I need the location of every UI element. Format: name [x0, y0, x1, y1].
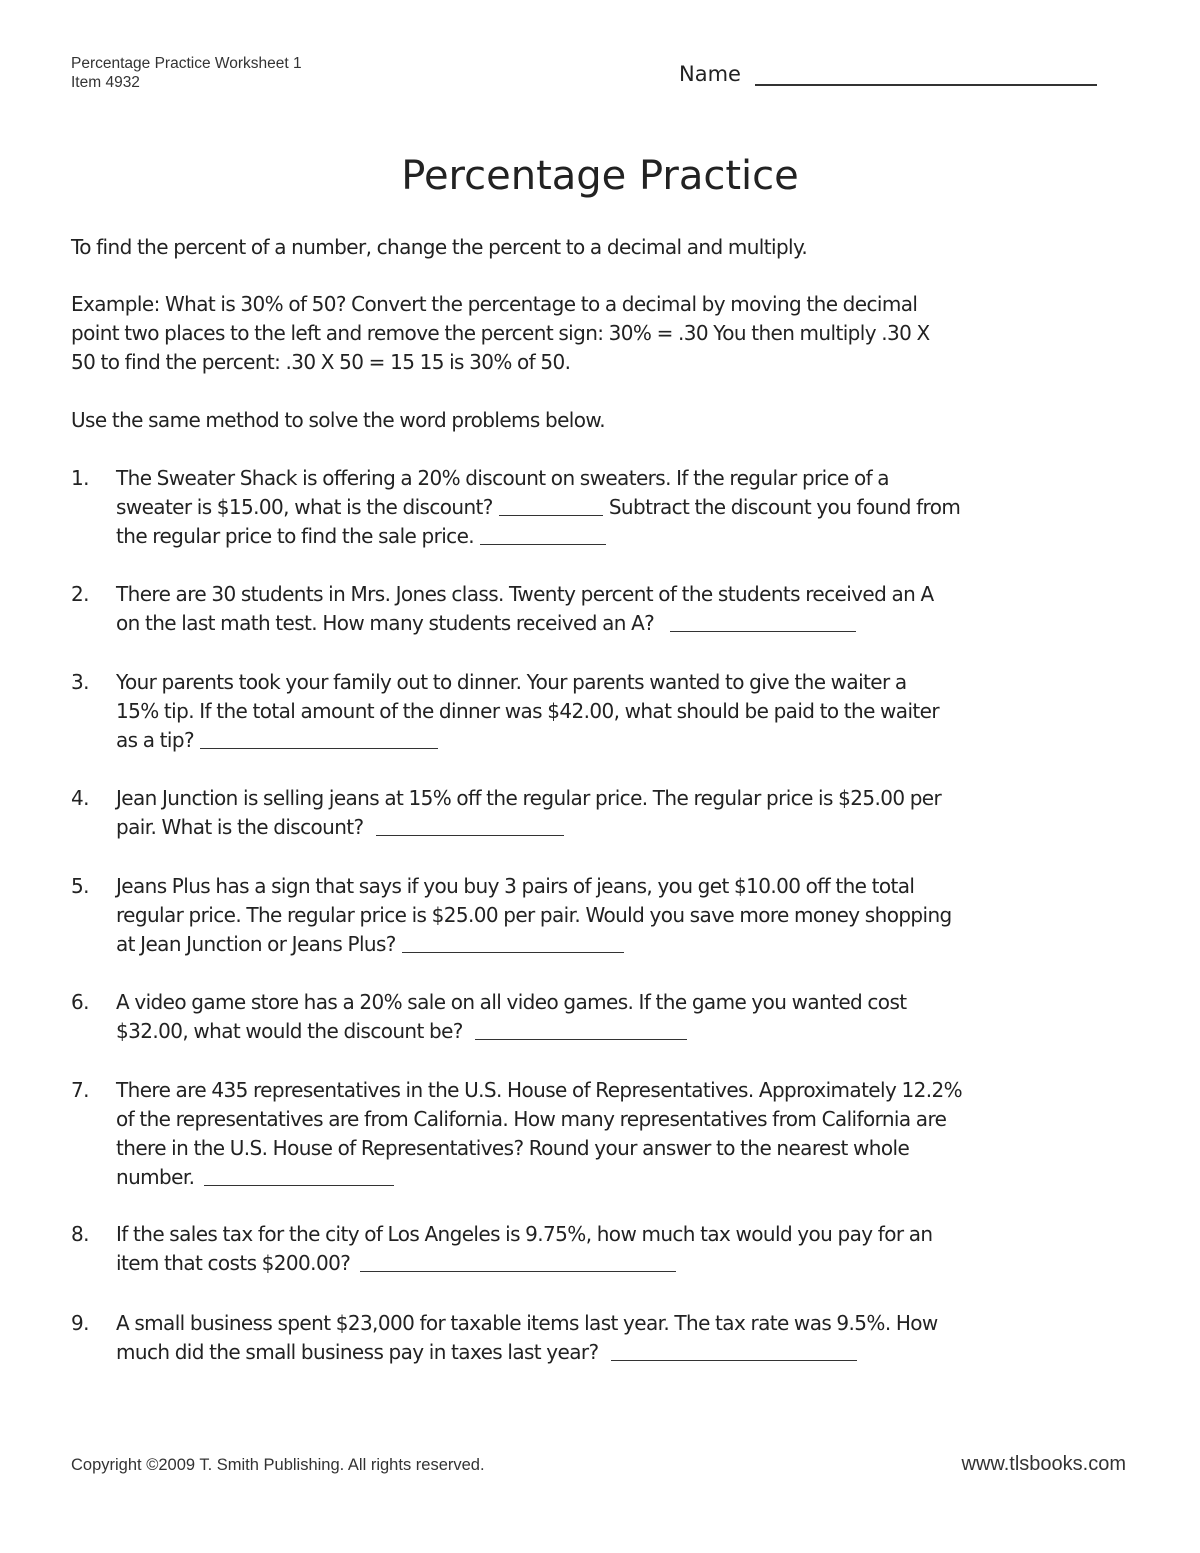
- worksheet-meta: [71, 54, 302, 92]
- problem-text: [116, 1309, 1131, 1367]
- example-line: point two places to the left and remove the percent sign: 30% = .30 You then multiply .30 X: [71, 321, 930, 345]
- answer-blank-sale-price[interactable]: [480, 543, 606, 545]
- example-line: Example: What is 30% of 50? Convert the percentage to a decimal by moving the decimal: [71, 292, 918, 316]
- problem-2: [71, 580, 1131, 638]
- problem-number: 2.: [71, 582, 89, 606]
- problem-7: [71, 1076, 1131, 1192]
- problem-number: 6.: [71, 990, 89, 1014]
- problem-number: 5.: [71, 874, 89, 898]
- item-number: Item 4932: [71, 74, 140, 91]
- problem-line: Jeans Plus has a sign that says if you buy 3 pairs of jeans, you get $10.00 off the total: [116, 874, 915, 898]
- problem-5: [71, 872, 1131, 959]
- worksheet-title-small: Percentage Practice Worksheet 1: [71, 55, 302, 72]
- name-label: Name: [679, 62, 741, 86]
- problem-3: [71, 668, 1131, 755]
- problem-line: A small business spent $23,000 for taxable items last year. The tax rate was 9.5%. How: [116, 1311, 938, 1335]
- problem-8: [71, 1220, 1131, 1278]
- problem-line: If the sales tax for the city of Los Angeles is 9.75%, how much tax would you pay for an: [116, 1222, 933, 1246]
- answer-blank[interactable]: [670, 630, 856, 632]
- problem-text: [116, 464, 1131, 551]
- problem-6: [71, 988, 1131, 1046]
- problem-line: Jean Junction is selling jeans at 15% off the regular price. The regular price is $25.00 per: [116, 786, 942, 810]
- problem-line: item that costs $200.00?: [116, 1249, 1131, 1278]
- problem-line: A video game store has a 20% sale on all video games. If the game you wanted cost: [116, 990, 907, 1014]
- problem-number: 3.: [71, 670, 89, 694]
- copyright-notice: Copyright ©2009 T. Smith Publishing. All rights reserved.: [71, 1456, 485, 1474]
- website-link[interactable]: www.tlsbooks.com: [961, 1453, 1126, 1475]
- problem-line: there in the U.S. House of Representatives? Round your answer to the nearest whole: [116, 1136, 910, 1160]
- answer-blank[interactable]: [204, 1184, 394, 1186]
- answer-blank[interactable]: [360, 1270, 676, 1272]
- intro-text: To find the percent of a number, change the percent to a decimal and multiply.: [71, 235, 808, 259]
- answer-blank[interactable]: [611, 1359, 857, 1361]
- page-title: Percentage Practice: [401, 153, 799, 199]
- problem-4: [71, 784, 1131, 842]
- problem-line: much did the small business pay in taxes last year?: [116, 1338, 1131, 1367]
- problem-text: [116, 668, 1131, 755]
- problem-line: the regular price to find the sale price.: [116, 522, 1131, 551]
- problem-line: number.: [116, 1163, 1131, 1192]
- problem-text: [116, 580, 1131, 638]
- problem-line: The Sweater Shack is offering a 20% discount on sweaters. If the regular price of a: [116, 466, 889, 490]
- example-paragraph: [71, 290, 1131, 377]
- problem-line: as a tip?: [116, 726, 1131, 755]
- name-blank-line[interactable]: [755, 84, 1097, 86]
- problem-number: 4.: [71, 786, 89, 810]
- problem-line: 15% tip. If the total amount of the dinner was $42.00, what should be paid to the waiter: [116, 699, 939, 723]
- problem-line: [116, 493, 1131, 522]
- problem-number: 7.: [71, 1078, 89, 1102]
- problem-1: [71, 464, 1131, 551]
- problem-number: 1.: [71, 466, 89, 490]
- problem-line: $32.00, what would the discount be?: [116, 1017, 1131, 1046]
- problem-line: pair. What is the discount?: [116, 813, 1131, 842]
- example-line: 50 to find the percent: .30 X 50 = 15 15 is 30% of 50.: [71, 350, 571, 374]
- problem-line: There are 435 representatives in the U.S. House of Representatives. Approximately 12.2%: [116, 1078, 963, 1102]
- problem-text: [116, 1220, 1131, 1278]
- answer-blank[interactable]: [402, 951, 624, 953]
- problem-line: There are 30 students in Mrs. Jones class. Twenty percent of the students received an A: [116, 582, 934, 606]
- problem-number: 9.: [71, 1311, 89, 1335]
- problem-line-part: Subtract the discount you found from: [608, 495, 961, 519]
- answer-blank[interactable]: [376, 834, 564, 836]
- problem-number: 8.: [71, 1222, 89, 1246]
- problem-line: of the representatives are from California. How many representatives from California are: [116, 1107, 947, 1131]
- instructions-text: Use the same method to solve the word problems below.: [71, 408, 606, 432]
- problem-9: [71, 1309, 1131, 1367]
- problem-line: at Jean Junction or Jeans Plus?: [116, 930, 1131, 959]
- problem-text: [116, 872, 1131, 959]
- problem-line: Your parents took your family out to dinner. Your parents wanted to give the waiter a: [116, 670, 907, 694]
- problem-text: [116, 988, 1131, 1046]
- problem-line: regular price. The regular price is $25.00 per pair. Would you save more money shopping: [116, 903, 952, 927]
- problem-text: [116, 1076, 1131, 1192]
- problem-line-part: sweater is $15.00, what is the discount?: [116, 495, 493, 519]
- answer-blank[interactable]: [475, 1038, 687, 1040]
- answer-blank[interactable]: [200, 747, 438, 749]
- name-field: [679, 60, 1099, 90]
- answer-blank-discount[interactable]: [499, 514, 603, 516]
- problem-text: [116, 784, 1131, 842]
- problem-line: on the last math test. How many students received an A?: [116, 609, 1131, 638]
